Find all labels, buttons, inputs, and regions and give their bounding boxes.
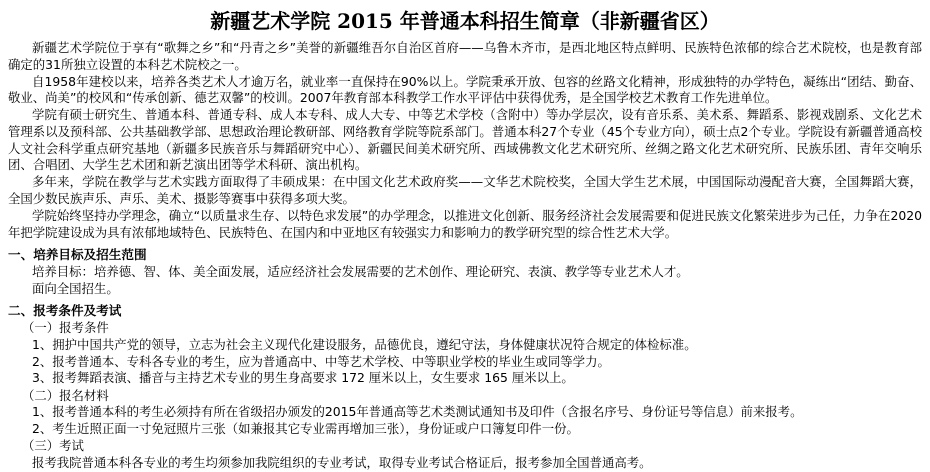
section-heading-2: 二、报考条件及考试 bbox=[8, 303, 122, 319]
subsection-heading-report-conditions: （一）报考条件 bbox=[22, 320, 109, 336]
section-1-body-1: 培养目标：培养德、智、体、美全面发展，适应经济社会发展需要的艺术创作、理论研究、表演、教学等专业艺术人才。 bbox=[32, 264, 689, 280]
subsection-heading-application-materials: （二）报名材料 bbox=[22, 387, 109, 403]
list-item: 2、报考普通本、专科各专业的考生，应为普通高中、中等艺术学校、中等职业学校的毕业生或同等学力。 bbox=[32, 353, 610, 369]
list-item: 2、考生近照正面一寸免冠照片三张（如兼报其它专业需再增加三张），身份证或户口簿复印件一份。 bbox=[32, 420, 579, 436]
section-1-body-2: 面向全国招生。 bbox=[32, 280, 119, 296]
list-item: 3、报考舞蹈表演、播音与主持艺术专业的男生身高要求 172 厘米以上，女生要求 165 厘米以上。 bbox=[32, 370, 574, 386]
list-item: 报考我院普通本科各专业的考生均须参加我院组织的专业考试，取得专业考试合格证后，报考参加全国普通高考。 bbox=[32, 455, 652, 471]
list-item: 1、报考普通本科的考生必须持有所在省级招办颁发的2015年普通高等艺术类测试通知书及印件（含报名序号、身份证号等信息）前来报考。 bbox=[32, 404, 803, 420]
intro-paragraph-3: 学院有硕士研究生、普通本科、普通专科、成人本专科、成人大专、中等艺术学校（含附中）等办学层次，设有音乐系、美术系、舞蹈系、影视戏剧系、文化艺术管理系以及预科部、公共基础教学部、思想政治理论教研部、网络教育学院等院系部门。普通本科27个专业（45个专业方向），硕士点2个专业。学院设有新疆普通高校人文社会科学重点研究基地（新疆多民族音乐与舞蹈研究中心）、新疆民间美术研究所、西域佛教文化艺术研究所、丝绸之路文化艺术研究所、民族乐团、青年交响乐团、合唱团、大学生艺术团和新艺演出团等学术科研、演出机构。 bbox=[8, 107, 922, 173]
list-item: 1、拥护中国共产党的领导，立志为社会主义现代化建设服务，品德优良，遵纪守法，身体健康状况符合规定的体检标准。 bbox=[32, 336, 697, 352]
intro-paragraph-4: 多年来，学院在教学与艺术实践方面取得了丰硕成果：在中国文化艺术政府奖——文华艺术院校奖，全国大学生艺术展，中国国际动漫配音大赛，全国舞蹈大赛，全国少数民族声乐、声乐、美术、摄影等赛事中获得多项大奖。 bbox=[8, 174, 922, 206]
intro-paragraph-1: 新疆艺术学院位于享有“歌舞之乡”和“丹青之乡”美誉的新疆维吾尔自治区首府——乌鲁木齐市，是西北地区特点鲜明、民族特色浓郁的综合艺术院校，也是教育部确定的31所独立设置的本科艺术院校之一。 bbox=[8, 40, 922, 72]
intro-paragraph-2: 自1958年建校以来，培养各类艺术人才逾万名，就业率一直保持在90%以上。学院秉承开放、包容的丝路文化精神，形成独特的办学特色，凝练出“团结、勤奋、敬业、尚美”的校风和“传承创新、德艺双馨”的校训。2007年教育部本科教学工作水平评估中获得优秀，是全国学校艺术教育工作先进单位。 bbox=[8, 73, 922, 106]
section-heading-1: 一、培养目标及招生范围 bbox=[8, 247, 147, 263]
page-title: 新疆艺术学院 2015 年普通本科招生简章（非新疆省区） bbox=[210, 9, 720, 33]
subsection-heading-examination: （三）考试 bbox=[22, 438, 84, 454]
intro-paragraph-5: 学院始终坚持办学理念，确立“以质量求生存、以特色求发展”的办学理念，以推进文化创新、服务经济社会发展需要和促进民族文化繁荣进步为己任，力争在2020年把学院建设成为具有浓郁地域特色、民族特色、在国内和中亚地区有较强实力和影响力的教学研究型的综合性艺术大学。 bbox=[8, 207, 922, 240]
